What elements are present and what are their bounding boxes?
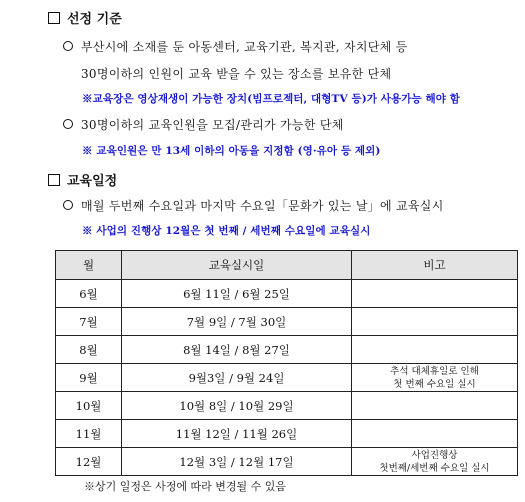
cell-month: 12월 — [56, 448, 122, 476]
criteria-note-2: ※ 교육인원은 만 13세 이하의 아동을 지정함 (영·유아 등 제외) — [82, 145, 381, 157]
cell-remark — [352, 392, 518, 420]
cell-month: 8월 — [56, 336, 122, 364]
remark-line-1: 사업진행상 — [411, 449, 458, 461]
section-title: 교육일정 — [67, 174, 118, 189]
header-month: 월 — [56, 251, 122, 280]
criteria-item-2-text: 30명이하의 교육인원을 모집/관리가 가능한 단체 — [81, 118, 344, 132]
table-row — [56, 308, 518, 336]
schedule-note-1: ※ 사업의 진행상 12월은 첫 번째 / 세번째 수요일에 교육실시 — [82, 225, 371, 237]
remark-line-1: 추석 대체휴일로 인해 — [390, 365, 479, 377]
cell-dates: 8월 14일 / 8월 27일 — [122, 336, 352, 364]
circle-bullet-icon — [63, 41, 73, 51]
checkbox-square-icon — [48, 12, 60, 24]
table-row — [56, 420, 518, 448]
checkbox-square-icon — [48, 174, 60, 186]
cell-dates: 10월 8일 / 10월 29일 — [122, 392, 352, 420]
cell-remark — [352, 420, 518, 448]
circle-bullet-icon — [63, 119, 73, 129]
section-title: 선정 기준 — [67, 12, 122, 27]
table-row — [56, 392, 518, 420]
criteria-item-1-continued: 30명이하의 인원이 교육 받을 수 있는 장소를 보유한 단체 — [81, 67, 392, 81]
remark-line-2: 첫 번째 수요일 실시 — [393, 378, 476, 390]
cell-remark — [352, 336, 518, 364]
table-row — [56, 336, 518, 364]
cell-dates: 11월 12일 / 11월 26일 — [122, 420, 352, 448]
criteria-item-1 — [63, 38, 408, 55]
table-row — [56, 448, 518, 476]
cell-remark — [352, 280, 518, 308]
cell-month: 9월 — [56, 364, 122, 392]
schedule-item-1-text: 매월 두번째 수요일과 마지막 수요일「문화가 있는 날」에 교육실시 — [81, 199, 444, 213]
section-education-schedule — [48, 170, 117, 189]
cell-dates: 6월 11일 / 6월 25일 — [122, 280, 352, 308]
header-remarks: 비고 — [352, 251, 518, 280]
criteria-note-1: ※교육장은 영상재생이 가능한 장치(빔프로젝터, 대형TV 등)가 사용가능 해야 함 — [82, 93, 460, 105]
criteria-item-2 — [63, 116, 344, 133]
cell-month: 7월 — [56, 308, 122, 336]
remark-line-2: 첫번째/세번째 수요일 실시 — [379, 462, 490, 474]
cell-month: 10월 — [56, 392, 122, 420]
schedule-table — [55, 250, 518, 476]
footnote: ※상기 일정은 사정에 따라 변경될 수 있음 — [84, 480, 286, 493]
cell-dates: 12월 3일 / 12월 17일 — [122, 448, 352, 476]
section-selection-criteria — [48, 8, 122, 27]
cell-month: 6월 — [56, 280, 122, 308]
circle-bullet-icon — [63, 200, 73, 210]
cell-dates: 7월 9일 / 7월 30일 — [122, 308, 352, 336]
table-row — [56, 364, 518, 392]
cell-remark — [352, 308, 518, 336]
criteria-item-1-text: 부산시에 소재를 둔 아동센터, 교육기관, 복지관, 자치단체 등 — [81, 40, 408, 54]
header-dates: 교육실시일 — [122, 251, 352, 280]
table-row — [56, 280, 518, 308]
cell-month: 11월 — [56, 420, 122, 448]
cell-dates: 9월3일 / 9월 24일 — [122, 364, 352, 392]
cell-remark — [352, 448, 518, 476]
table-header-row — [56, 251, 518, 280]
schedule-item-1 — [63, 197, 444, 214]
cell-remark — [352, 364, 518, 392]
